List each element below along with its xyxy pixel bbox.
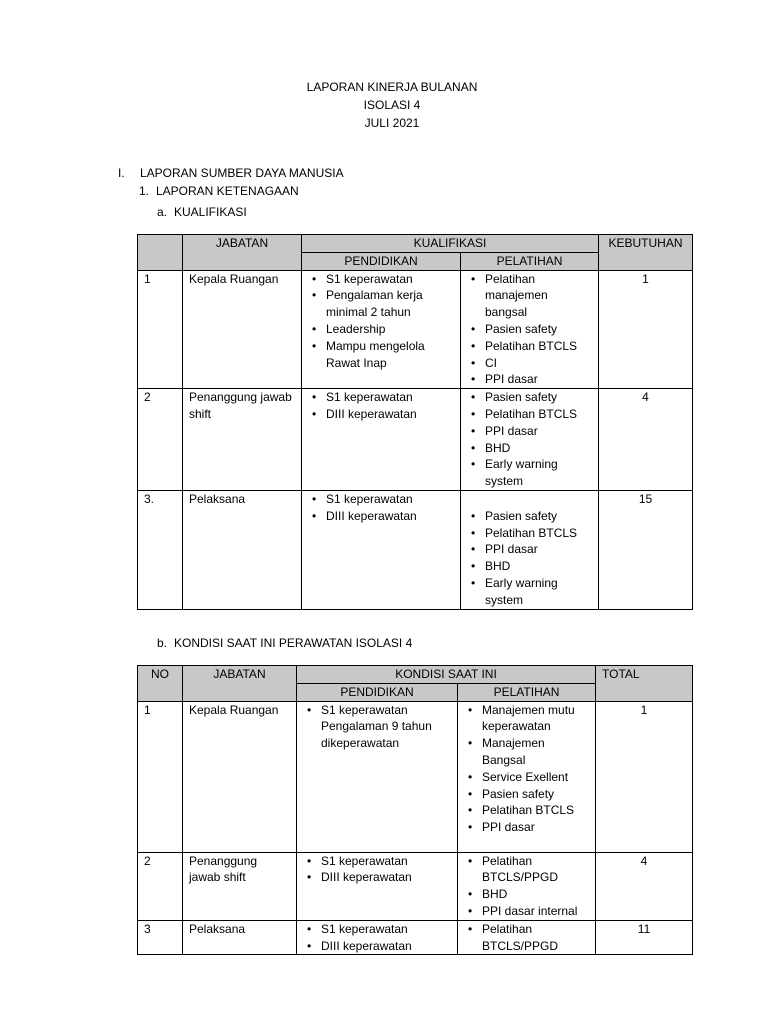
list-item: • PPI dasar internal: [464, 903, 589, 920]
row-jabatan: Pelaksana: [183, 490, 302, 609]
list-item: • S1 keperawatan: [308, 271, 454, 288]
table-row: [138, 270, 693, 389]
header-pelatihan: PELATIHAN: [458, 683, 596, 701]
row-number: 3: [138, 920, 183, 955]
table-row: [138, 920, 693, 955]
list-item: • Pelatihan BTCLS: [467, 338, 592, 355]
title-line-1: LAPORAN KINERJA BULANAN: [306, 80, 478, 94]
row-number: 1: [138, 701, 183, 852]
row-pendidikan: [302, 389, 461, 491]
row-pendidikan: [297, 920, 458, 955]
list-item: • DIII keperawatan: [303, 938, 451, 955]
qualification-table: [137, 234, 693, 610]
list-item: • Pelatihan BTCLS/PPGD: [464, 921, 589, 955]
list-item: • DIII keperawatan: [308, 508, 454, 525]
table-row: [138, 701, 693, 852]
row-jabatan: Kepala Ruangan: [183, 701, 297, 852]
list-item: • Manajemen Bangsal: [464, 735, 589, 769]
list-item: • S1 keperawatan: [308, 491, 454, 508]
row-total: 11: [596, 920, 693, 955]
list-item: • Early warning system: [467, 575, 592, 609]
list-item: • Pelatihan BTCLS: [467, 406, 592, 423]
row-pelatihan: [458, 852, 596, 920]
row-pendidikan: [297, 852, 458, 920]
list-item: • BHD: [464, 886, 589, 903]
table-row: [138, 389, 693, 491]
list-item: • DIII keperawatan: [308, 406, 454, 423]
row-kebutuhan: 4: [599, 389, 693, 491]
row-number: 2: [138, 852, 183, 920]
header-pendidikan: PENDIDIKAN: [297, 683, 458, 701]
list-item: • PPI dasar: [467, 423, 592, 440]
current-condition-table: [137, 665, 693, 955]
header-no: [138, 235, 183, 271]
row-pelatihan: [458, 701, 596, 852]
list-item: • PPI dasar: [467, 541, 592, 558]
header-jabatan: JABATAN: [183, 235, 302, 271]
section-heading-1: [118, 164, 344, 182]
row-kebutuhan: 1: [599, 270, 693, 389]
list-item: • S1 keperawatan Pengalaman 9 tahun dikeperawatan: [303, 702, 451, 752]
header-pendidikan: PENDIDIKAN: [302, 252, 461, 270]
list-item: • Pasien safety: [467, 321, 592, 338]
list-item: • Pasien safety: [467, 508, 592, 525]
list-item: • Pasien safety: [464, 786, 589, 803]
row-total: 4: [596, 852, 693, 920]
header-total: TOTAL: [596, 666, 693, 702]
list-item: • Pasien safety: [467, 389, 592, 406]
section-heading-a: [157, 203, 247, 221]
header-kondisi: KONDISI SAAT INI: [297, 666, 596, 684]
section-heading-1-1: [139, 182, 299, 200]
row-pelatihan: [461, 389, 599, 491]
list-item: • S1 keperawatan: [303, 921, 451, 938]
title-line-2: ISOLASI 4: [363, 98, 421, 112]
title-line-3: JULI 2021: [364, 116, 420, 130]
list-item: • Pelatihan manajemen bangsal: [467, 271, 592, 321]
list-item: • Pengalaman kerja minimal 2 tahun: [308, 287, 454, 321]
row-pendidikan: [302, 270, 461, 389]
row-pendidikan: [297, 701, 458, 852]
list-item: • CI: [467, 355, 592, 372]
row-pelatihan: [458, 920, 596, 955]
list-item: • Leadership: [308, 321, 454, 338]
list-item: • Early warning system: [467, 456, 592, 490]
list-item: • Pelatihan BTCLS/PPGD: [464, 853, 589, 887]
header-kualifikasi: KUALIFIKASI: [302, 235, 599, 253]
report-title: [0, 78, 768, 132]
header-jabatan: JABATAN: [183, 666, 297, 702]
section-label: KUALIFIKASI: [174, 205, 247, 219]
list-item: • PPI dasar: [467, 371, 592, 388]
header-kebutuhan: KEBUTUHAN: [599, 235, 693, 271]
row-jabatan: Penanggung jawab shift: [183, 389, 302, 491]
row-number: 1: [138, 270, 183, 389]
list-item: • Pelatihan BTCLS: [467, 525, 592, 542]
section-label: KONDISI SAAT INI PERAWATAN ISOLASI 4: [174, 636, 413, 650]
row-pelatihan: [461, 490, 599, 609]
row-jabatan: Kepala Ruangan: [183, 270, 302, 389]
table-row: [138, 490, 693, 609]
row-number: 3.: [138, 490, 183, 609]
section-heading-b: [157, 634, 412, 652]
list-item: • BHD: [467, 558, 592, 575]
section-number: b.: [157, 636, 168, 650]
list-item: • DIII keperawatan: [303, 869, 451, 886]
list-item: • Service Exellent: [464, 769, 589, 786]
list-item: • S1 keperawatan: [308, 389, 454, 406]
list-item: • Pelatihan BTCLS: [464, 802, 589, 819]
list-item: • BHD: [467, 440, 592, 457]
row-jabatan: Pelaksana: [183, 920, 297, 955]
row-total: 1: [596, 701, 693, 852]
row-number: 2: [138, 389, 183, 491]
section-number: a.: [157, 205, 168, 219]
table-row: [138, 852, 693, 920]
header-no: NO: [138, 666, 183, 702]
section-label: LAPORAN SUMBER DAYA MANUSIA: [140, 166, 344, 180]
section-number: I.: [118, 166, 125, 180]
row-jabatan: Penanggung jawab shift: [183, 852, 297, 920]
row-kebutuhan: 15: [599, 490, 693, 609]
row-pendidikan: [302, 490, 461, 609]
header-pelatihan: PELATIHAN: [461, 252, 599, 270]
list-item: • Mampu mengelola Rawat Inap: [308, 338, 454, 372]
row-pelatihan: [461, 270, 599, 389]
list-item: • PPI dasar: [464, 819, 589, 836]
section-number: 1.: [139, 184, 150, 198]
list-item: • Manajemen mutu keperawatan: [464, 702, 589, 736]
list-item: • S1 keperawatan: [303, 853, 451, 870]
section-label: LAPORAN KETENAGAAN: [156, 184, 299, 198]
